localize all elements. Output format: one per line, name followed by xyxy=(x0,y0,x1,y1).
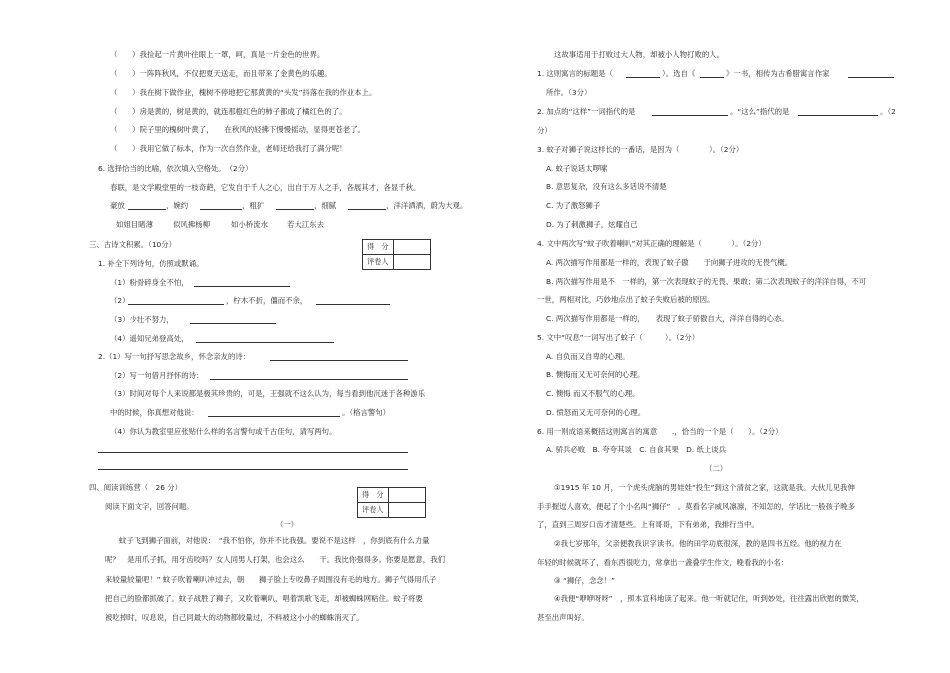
q6-blank-3[interactable] xyxy=(276,209,314,210)
q3-1-item-4: （4）遥知兄弟登高处， xyxy=(110,334,189,343)
bio-line-1: ①1915 年 10 月，一个虎头虎脑的男娃娃“投生”到这个清贫之家，这就是我。大伙儿见我伸 xyxy=(554,483,855,492)
r-q1-b: ）。选自《 xyxy=(662,69,696,78)
q6-option-1: 如姐目睹薄 xyxy=(116,220,153,229)
q3-1: 1. 补全下列诗句，仿照或默诵。 xyxy=(98,259,204,268)
score-cell[interactable] xyxy=(393,240,430,255)
bio-quote: ③ “狮仔，念念！” xyxy=(554,576,615,585)
q3-2-3a: （3）时间对每个人来说都是极其珍贵的，可是，王强就不这么认为，每当看到他沉迷于各种游乐 xyxy=(110,389,426,398)
r-q1-blank-1[interactable] xyxy=(626,77,660,78)
q3-1-item-2: （2） xyxy=(110,296,130,305)
r-q2-blank-2[interactable] xyxy=(798,115,878,116)
r-q1-d: 所作。（3分） xyxy=(546,88,592,97)
r-q3-opt-d: D. 为了刺激狮子，炫耀自己 xyxy=(546,220,638,229)
q6-blank-label-1: 豪放 xyxy=(110,201,125,210)
q3-1-blank-4[interactable] xyxy=(190,323,276,324)
q3-1-blank-1[interactable] xyxy=(194,286,290,287)
q6-option-3: 如小桥流水 xyxy=(231,220,268,229)
bio-line-3: 了，直到三周岁口齿才清楚些。上有哥哥，下有弟弟，我排行当中。 xyxy=(537,520,759,529)
q3-2-4-line-1[interactable] xyxy=(98,452,408,453)
q3-1-blank-2[interactable] xyxy=(128,304,224,305)
choice-item-6: （ ）我用它做了标本，作为一次自然作业，老师还给我打了满分呢！ xyxy=(110,144,347,153)
r-q1-c: 》一书，相传为古希腊寓言作家 xyxy=(726,69,830,78)
r-q3-opt-b: B. 意思复杂，没有这么多话说不清楚 xyxy=(546,182,667,191)
section-4-instruction: 阅读下面文字，回答问题。 xyxy=(105,502,194,511)
q6-blank-label-2: ，婉约 xyxy=(166,201,189,210)
q3-1-blank-3[interactable] xyxy=(316,304,390,305)
q3-1-item-3: （3）少壮不努力， xyxy=(110,315,174,324)
r-q6-options: A. 骄兵必败 B. 夸夸其谈 C. 自食其果 D. 纸上谈兵 xyxy=(546,445,727,454)
r-q3-opt-a: A. 蚊子说话太啰嗦 xyxy=(546,164,608,173)
r-q5: 5. 文中“叹息”一词写出了蚊子（ ）。（2分） xyxy=(537,333,700,342)
story-line-2: 呢？ 是用爪子抓，用牙齿咬吗？女人同男人打架，也会这么 干。我比你强得多。你要是愿意，我们 xyxy=(105,555,445,564)
story-line-3: 来较量较量吧！” 蚊子吹着喇叭冲过去，朝 狮子脸上专咬鼻子周围没有毛的地方。狮子气得用爪子 xyxy=(105,575,437,584)
bio-line-2: 手手握逗人喜欢，便起了个小名叫“狮仔” 。莫看名字威风凛凛，不知怎的，学话比一般孩子晚多 xyxy=(537,502,856,511)
score-box-4 xyxy=(357,487,426,518)
q6-blank-2[interactable] xyxy=(200,209,242,210)
r-q4-opt-c: C. 两次描写作用都是一样的， 表现了蚊子骄傲自大，洋洋自得的心态。 xyxy=(546,314,789,323)
grader-cell[interactable] xyxy=(388,503,425,518)
question-6: 6. 选择恰当的比喻，依次填入空格处。 （2分） xyxy=(98,164,253,173)
story-line-5: 被吃掉时，叹息说，自己同最大的动物都较量过，不料被这小小的蜘蛛消灭了。 xyxy=(105,613,364,622)
q3-2-3-blank[interactable] xyxy=(208,416,340,417)
score-label: 得 分 xyxy=(358,488,389,503)
q6-blank-4[interactable] xyxy=(348,209,386,210)
r-q5-opt-a: A. 自负而又自卑的心理。 xyxy=(546,352,630,361)
bio-line-6: ④我便“咿咿呀呀” ，照本宣科地读了起来。他一听就记住，听到妙处，往往露出欣慰的微笑， xyxy=(554,594,864,603)
q6-blank-label-5: ，洋洋洒洒，蔚为大观。 xyxy=(386,201,468,210)
q3-1-blank-5[interactable] xyxy=(196,342,334,343)
score-box-3 xyxy=(362,239,431,270)
r-q3: 3. 蚊子对狮子说这样长的一番话，是因为（ ）。（2分） xyxy=(537,145,744,154)
q6-blank-1[interactable] xyxy=(128,209,166,210)
r-q2-blank-1[interactable] xyxy=(652,115,728,116)
r-q1-a: 1. 这则寓言的标题是（ xyxy=(537,69,613,78)
choice-item-4: （ ）房是黄的，树是黄的，就连那橙红色的柿子都成了橘红色的了。 xyxy=(110,107,347,116)
r-q4-opt-b: B. 两次描写作用是不 一样的，第一次表现蚊子的无畏、果敢；第二次表现蚊子的洋洋自得，不可 xyxy=(546,277,867,286)
grader-cell[interactable] xyxy=(393,255,430,270)
q3-2-4: （4）你认为教室里应张贴什么样的名言警句或千古佳句，请写两句。 xyxy=(110,427,337,436)
r-q1-blank-2[interactable] xyxy=(700,77,724,78)
q3-1-item-2b: ，柠木不折，僵而不余， xyxy=(226,296,308,305)
choice-item-2: （ ）一阵阵秋风，不仅把夏天送走，而且带来了金黄色的乐趣。 xyxy=(110,69,332,78)
choice-item-5: （ ）院子里的槐树叶黄了， 在秋风的轻拂下慢慢摇动，显得更苍老了。 xyxy=(110,125,365,134)
r-q2-a: 2. 加点的“这样”一词指代的是 xyxy=(537,107,636,116)
section-4-title: 四、阅读训练营（ 26 分） xyxy=(89,483,183,492)
q3-1-item-1: （1）粉骨碎身全不怕， xyxy=(110,278,189,287)
r-q6: 6. 用一则成语来概括这则寓言的寓意 .，恰当的一个是（ ）。（2分） xyxy=(537,427,783,436)
q6-option-4: 若大江东去 xyxy=(287,220,324,229)
bio-line-7: 甚至出声叫好。 xyxy=(537,613,589,622)
section-3-title: 三、古诗文积累。（10分） xyxy=(89,240,177,249)
r-q4-opt-a: A. 两次描写作用都是一样的，表现了蚊子傲 于向狮子进攻的无畏气概。 xyxy=(546,258,793,267)
story-moral: 这故事适用于打败过大人物，却被小人物打败的人。 xyxy=(554,50,724,59)
choice-item-1: （ ）我捡起一片黄叶往眼上一罩，呵，真是一片金色的世界。 xyxy=(110,50,325,59)
r-q2-c: 。（2 xyxy=(880,107,896,116)
q3-2-2-blank[interactable] xyxy=(210,379,408,380)
r-q5-opt-d: D. 愤怒而又无可奈何的心理。 xyxy=(546,408,646,417)
grader-label: 评卷人 xyxy=(358,503,389,518)
r-q1-blank-3[interactable] xyxy=(848,77,894,78)
q3-2-3b: 中的时候，你真想对他说： xyxy=(110,408,199,417)
r-q5-opt-b: B. 懊悔而又无可奈何的心理。 xyxy=(546,370,645,379)
q3-2-3c: 。（格言警句） xyxy=(342,408,391,417)
part-2-heading: （二） xyxy=(705,464,728,473)
choice-item-3: （ ）我在树下做作业，槐树不停地把它那黄黄的“头发”抖落在我的作业本上。 xyxy=(110,88,377,97)
story-line-1: 蚊子飞到狮子面前，对他说： “我不怕你，你并不比我强。要说不是这样 ，你到底有什么力量 xyxy=(119,536,430,545)
q3-2-2: （2）写一句借月抒怀的诗： xyxy=(110,371,204,380)
r-q2-b: 。“这么”指代的是 xyxy=(730,107,790,116)
q6-blank-label-3: ，粗犷 xyxy=(242,201,265,210)
r-q2-d: 分） xyxy=(537,126,552,135)
r-q3-opt-c: C. 为了激怒狮子 xyxy=(546,201,601,210)
q6-passage: 春联，是文学殿堂里的一枝奇葩，它发自于千人之心，出自于万人之手，各展其才，各显千秋。 xyxy=(110,183,421,192)
bio-line-4: ②我七岁那年，父亲便教我识字读书。他的田学功底很深，教的是四书五经。他的视力在 xyxy=(554,539,842,548)
r-q5-opt-c: C. 懊悔 而又不服气的心理。 xyxy=(546,389,640,398)
grader-label: 评卷人 xyxy=(363,255,394,270)
bio-line-5: 年轻的时候就坏了，看东西很吃力，常拿出一盏叠学生作文，晚看我的小名： xyxy=(537,558,789,567)
score-label: 得 分 xyxy=(363,240,394,255)
q6-blank-label-4: ，细腻 xyxy=(314,201,337,210)
r-q4-opt-b2: 一世，两相对比，巧妙地点出了蚊子失败后被的原因。 xyxy=(537,295,715,304)
score-cell[interactable] xyxy=(388,488,425,503)
q3-2-1-blank[interactable] xyxy=(270,360,408,361)
q3-2-1: 2.（1）写一句抒写思念故乡，怀念亲友的诗： xyxy=(98,352,251,361)
part-1-heading: （一） xyxy=(276,520,299,529)
story-line-4: 把自己的脸都抓破了。蚊子战胜了狮子，又吹着喇叭，唱着凯歌飞走，却被蜘蛛网粘住。蚊子将要 xyxy=(105,594,423,603)
r-q4: 4. 文中两次写“蚊子吹着喇叭”对其正确的理解是（ ）。（2分） xyxy=(537,239,766,248)
q3-2-4-line-2[interactable] xyxy=(98,469,408,470)
q6-option-2: 似风拂杨柳 xyxy=(173,220,210,229)
